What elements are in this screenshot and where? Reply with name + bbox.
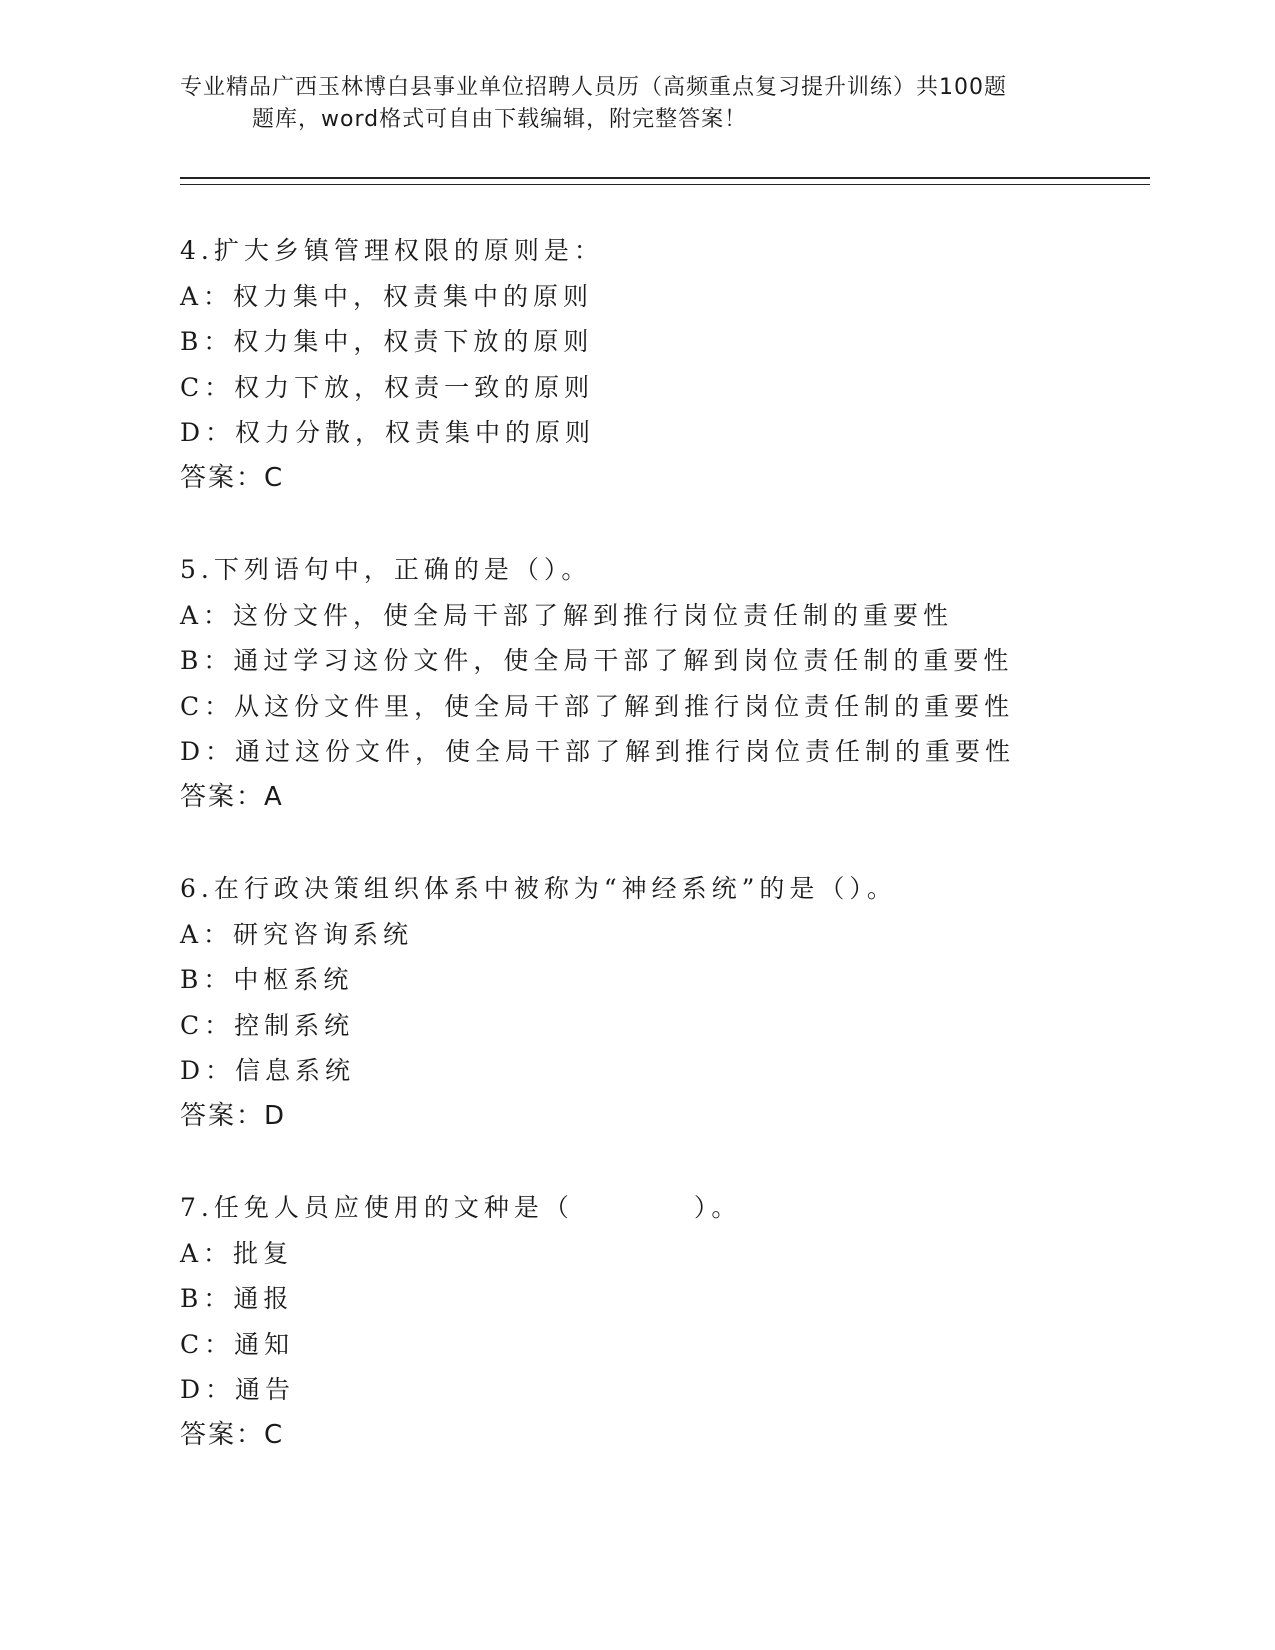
option-d: D：通告 xyxy=(180,1375,296,1404)
header-divider xyxy=(180,177,1150,185)
question-item xyxy=(180,547,1180,820)
option-b: B：权力集中，权责下放的原则 xyxy=(180,327,594,356)
header-title-line2: 题库，word格式可自由下载编辑，附完整答案！ xyxy=(252,107,748,132)
question-answer: 答案：D xyxy=(180,1100,287,1131)
option-a: A：研究咨询系统 xyxy=(180,919,414,949)
document-header xyxy=(180,72,1080,136)
question-item xyxy=(180,228,1180,501)
question-answer: 答案：A xyxy=(180,781,284,812)
option-c: C：控制系统 xyxy=(180,1010,355,1040)
option-c: C：从这份文件里，使全局干部了解到推行岗位责任制的重要性 xyxy=(180,691,1015,721)
question-item xyxy=(180,1185,1180,1458)
option-d: D：权力分散，权责集中的原则 xyxy=(180,418,596,447)
question-stem: 7.任免人员应使用的文种是（ ）。 xyxy=(180,1193,742,1222)
option-b: B：中枢系统 xyxy=(180,965,354,994)
option-c: C：通知 xyxy=(180,1329,295,1359)
option-a: A：批复 xyxy=(180,1238,294,1268)
question-answer: 答案：C xyxy=(180,1419,285,1450)
question-item xyxy=(180,866,1180,1139)
option-d: D：通过这份文件，使全局干部了解到推行岗位责任制的重要性 xyxy=(180,737,1016,766)
option-b: B：通报 xyxy=(180,1284,294,1313)
question-list xyxy=(180,228,1180,1504)
question-stem: 4.扩大乡镇管理权限的原则是： xyxy=(180,236,604,265)
option-c: C：权力下放，权责一致的原则 xyxy=(180,372,595,402)
option-a: A：权力集中，权责集中的原则 xyxy=(180,281,594,311)
option-d: D：信息系统 xyxy=(180,1056,356,1085)
question-stem: 6.在行政决策组织体系中被称为“神经系统”的是（）。 xyxy=(180,874,897,903)
question-answer: 答案：C xyxy=(180,462,285,493)
option-b: B：通过学习这份文件，使全局干部了解到岗位责任制的重要性 xyxy=(180,646,1014,675)
option-a: A：这份文件，使全局干部了解到推行岗位责任制的重要性 xyxy=(180,600,954,630)
header-title-line1: 专业精品广西玉林博白县事业单位招聘人员历（高频重点复习提升训练）共100题 xyxy=(180,75,1007,100)
question-stem: 5.下列语句中，正确的是（）。 xyxy=(180,555,592,584)
